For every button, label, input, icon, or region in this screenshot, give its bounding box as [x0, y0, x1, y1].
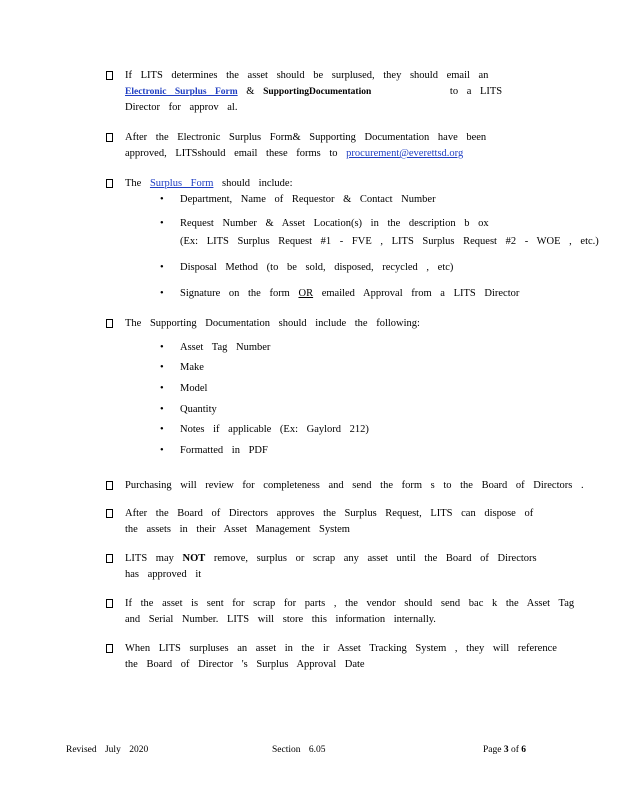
- item-text: has approved it: [125, 569, 202, 580]
- list-item: [106, 316, 586, 334]
- checkbox-icon: [106, 179, 113, 188]
- checkbox-icon: [106, 599, 113, 608]
- surplus-form-bullet-list: [160, 192, 599, 302]
- item-text: If LITS determines the asset should be surplused, they should email an: [125, 70, 489, 81]
- page-of: of: [508, 745, 522, 755]
- checkbox-icon: [106, 133, 113, 142]
- bullet-icon: •: [160, 262, 164, 273]
- bullet-icon: •: [160, 288, 164, 299]
- item-text: the assets in their Asset Management System: [125, 524, 350, 535]
- item-text: to a LITS: [441, 86, 503, 97]
- checkbox-icon: [106, 319, 113, 328]
- not-emphasis: NOT: [182, 553, 206, 564]
- item-text: and Serial Number. LITS will store this information internally.: [125, 614, 436, 625]
- bullet-icon: •: [160, 445, 164, 456]
- bullet-icon: •: [160, 424, 164, 435]
- item-text: remove, surplus or scrap any asset until the Board of Directors: [205, 553, 537, 564]
- list-item: [106, 506, 586, 540]
- item-text: &: [237, 86, 264, 97]
- electronic-surplus-form-link[interactable]: Electronic Surplus Form: [125, 87, 238, 97]
- bullet-text: Signature on the form: [180, 288, 299, 299]
- bullet-text: Request Number & Asset Location(s) in the description b ox: [180, 218, 489, 229]
- item-text: The: [125, 178, 150, 189]
- bullet-icon: •: [160, 404, 164, 415]
- bullet-text: Disposal Method (to be sold, disposed, recycled , etc): [180, 262, 454, 273]
- bullet-icon: •: [160, 362, 164, 373]
- bullet-text: Notes if applicable (Ex: Gaylord 212): [180, 424, 369, 435]
- list-item: [106, 641, 586, 675]
- item-text: The Supporting Documentation should include the following:: [125, 318, 420, 329]
- bullet-text: (Ex: LITS Surplus Request #1 - FVE , LITS Surplus Request #2 - WOE , etc.): [180, 236, 599, 247]
- list-item: [106, 478, 586, 496]
- bullet-icon: •: [160, 194, 164, 205]
- item-text: LITS may: [125, 553, 183, 564]
- bullet-text: Quantity: [180, 404, 217, 415]
- item-text: After the Board of Directors approves the Surplus Request, LITS can dispose of: [125, 508, 534, 519]
- bullet-text: emailed Approval from a LITS Director: [313, 288, 520, 299]
- footer-section: Section 6.05: [272, 745, 326, 755]
- item-text: If the asset is sent for scrap for parts , the vendor should send bac k the Asset Tag: [125, 598, 575, 609]
- bullet-text: Department, Name of Requestor & Contact Number: [180, 194, 436, 205]
- supporting-documentation-text: SupportingDocumentation: [263, 87, 372, 97]
- bullet-text: Formatted in PDF: [180, 445, 268, 456]
- surplus-form-link[interactable]: Surplus Form: [149, 178, 214, 189]
- checkbox-icon: [106, 644, 113, 653]
- checkbox-icon: [106, 481, 113, 490]
- item-text: After the Electronic Surplus Form& Supporting Documentation have been: [125, 132, 487, 143]
- item-text: When LITS surpluses an asset in the ir Asset Tracking System , they will reference: [125, 643, 557, 654]
- bullet-icon: •: [160, 218, 164, 229]
- item-text: approved, LITSshould email these forms to: [125, 148, 347, 159]
- item-text: should include:: [213, 178, 293, 189]
- list-item: [106, 596, 586, 630]
- procurement-email-link[interactable]: procurement@everettsd.org: [346, 148, 464, 159]
- item-text: the Board of Director 's Surplus Approval Date: [125, 659, 365, 670]
- bullet-text: Model: [180, 383, 208, 394]
- bullet-icon: •: [160, 342, 164, 353]
- list-item: [106, 130, 586, 164]
- or-text: OR: [298, 288, 314, 299]
- footer-page-number: [483, 745, 526, 755]
- item-text: Director for approv al.: [125, 102, 238, 113]
- footer-revised: Revised July 2020: [66, 745, 149, 755]
- page-label: Page: [483, 745, 504, 755]
- page-total: 6: [521, 745, 527, 755]
- page-current: 3: [503, 745, 509, 755]
- list-item: [106, 551, 586, 585]
- checkbox-icon: [106, 509, 113, 518]
- item-text: Purchasing will review for completeness and send the form s to the Board of Directors .: [125, 480, 584, 491]
- supporting-docs-bullet-list: [160, 340, 460, 464]
- bullet-text: Make: [180, 362, 204, 373]
- checkbox-icon: [106, 71, 113, 80]
- checkbox-icon: [106, 554, 113, 563]
- list-item: [106, 68, 586, 118]
- bullet-icon: •: [160, 383, 164, 394]
- bullet-text: Asset Tag Number: [180, 342, 271, 353]
